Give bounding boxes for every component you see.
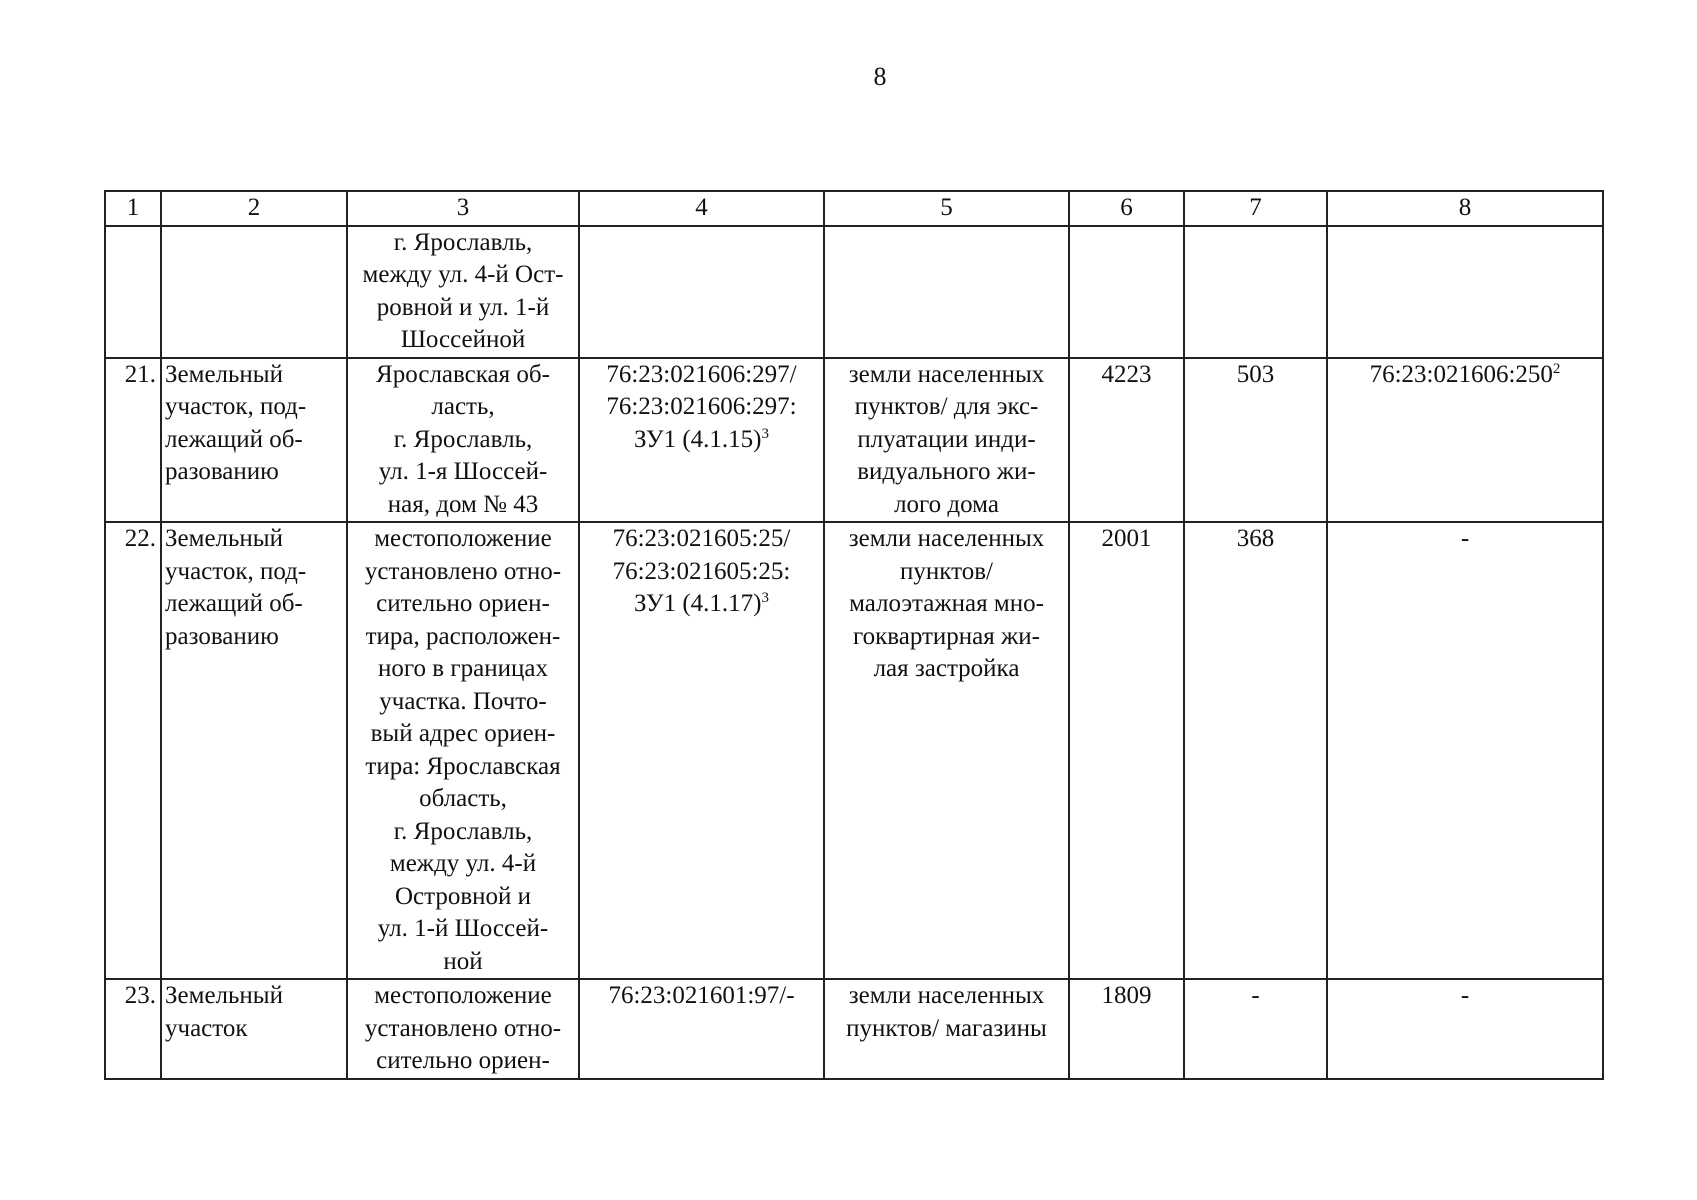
- address-line: ласть,: [431, 393, 495, 420]
- cell-col7: 368: [1184, 522, 1327, 979]
- cell-cadastral: [579, 358, 824, 523]
- category-line: гоквартирная жи-: [852, 622, 1041, 650]
- cell-col8: -: [1327, 979, 1603, 1079]
- type-line: разованию: [165, 458, 279, 485]
- type-line: разованию: [165, 622, 279, 650]
- column-header: 1: [105, 191, 161, 226]
- cell-address: [347, 226, 579, 358]
- address-line: участка. Почто-: [379, 687, 547, 715]
- address-line: ной: [443, 947, 483, 975]
- cadastral-line: 76:23:021605:25/: [612, 525, 791, 552]
- column-header: 6: [1069, 191, 1184, 226]
- type-line: Земельный: [165, 982, 283, 1009]
- cell-type: [161, 358, 347, 523]
- footnote-marker: 3: [761, 590, 769, 606]
- column-header: 5: [824, 191, 1069, 226]
- address-line: тира, расположен-: [365, 622, 561, 650]
- cell-type: [161, 522, 347, 979]
- cadastral-line: 76:23:021606:297:: [606, 393, 797, 420]
- address-line: между ул. 4-й: [389, 850, 537, 877]
- column-header: 3: [347, 191, 579, 226]
- address-line: г. Ярославль,: [393, 817, 533, 845]
- table-row-continuation: [105, 226, 1603, 358]
- table-row: [105, 358, 1603, 523]
- cadastral-line: 76:23:021601:97/-: [608, 982, 795, 1009]
- footnote-marker: 3: [761, 425, 769, 442]
- cell-type: [161, 979, 347, 1079]
- cadastral-line: [583, 588, 820, 621]
- cell-category: [824, 358, 1069, 523]
- cell-area: 4223: [1069, 358, 1184, 523]
- category-line: плуатации инди-: [857, 425, 1036, 453]
- cell-col8: -: [1327, 522, 1603, 979]
- address-line: установлено отно-: [364, 557, 562, 585]
- cell-cadastral: [579, 226, 824, 358]
- row-number: 22.: [105, 522, 161, 979]
- cell-category: [824, 226, 1069, 358]
- category-line: земли населенных: [848, 982, 1045, 1009]
- cell-cadastral: [579, 522, 824, 979]
- cell-type: [161, 226, 347, 358]
- category-line: земли населенных: [848, 525, 1045, 552]
- address-line: местоположение: [374, 982, 552, 1009]
- cell-cadastral: [579, 979, 824, 1079]
- type-line: участок, под-: [165, 393, 307, 420]
- type-line: Земельный: [165, 360, 283, 388]
- cadastral-line: [583, 424, 820, 457]
- cadastral-code: ЗУ1 (4.1.17): [633, 590, 762, 617]
- cell-area: 2001: [1069, 522, 1184, 979]
- address-line: ная, дом № 43: [387, 490, 539, 518]
- column-number-row: [105, 191, 1603, 226]
- cell-col8: [1327, 358, 1603, 523]
- address-line: вый адрес ориен-: [370, 720, 556, 747]
- cell-category: [824, 979, 1069, 1079]
- address-line: тира: Ярославская: [365, 752, 561, 780]
- address-line: г. Ярославль,: [393, 228, 533, 256]
- table-row: [105, 979, 1603, 1079]
- related-cadastral: 76:23:021606:250: [1369, 360, 1553, 388]
- cell-col7: 503: [1184, 358, 1327, 523]
- cell-address: [347, 358, 579, 523]
- category-line: лого дома: [894, 490, 999, 518]
- cell-area: 1809: [1069, 979, 1184, 1079]
- row-number: 21.: [105, 358, 161, 523]
- address-line: местоположение: [374, 525, 552, 552]
- row-number: 23.: [105, 979, 161, 1079]
- category-line: пунктов/: [900, 557, 993, 585]
- address-line: между ул. 4-й Ост-: [362, 261, 564, 288]
- address-line: установлено отно-: [364, 1014, 562, 1042]
- cell-col7: -: [1184, 979, 1327, 1079]
- address-line: г. Ярославль,: [393, 425, 533, 453]
- address-line: ного в границах: [378, 655, 548, 682]
- cadastral-code: ЗУ1 (4.1.15): [633, 425, 762, 453]
- type-line: лежащий об-: [165, 425, 303, 453]
- address-line: ровной и ул. 1-й: [376, 293, 550, 321]
- category-line: видуального жи-: [857, 458, 1036, 485]
- cell-address: [347, 979, 579, 1079]
- page-number: 8: [873, 62, 887, 91]
- category-line: малоэтажная мно-: [849, 590, 1044, 617]
- category-line: пунктов/ магазины: [846, 1014, 1047, 1042]
- address-line: сительно ориен-: [376, 590, 550, 617]
- type-line: Земельный: [165, 525, 283, 552]
- category-line: лая застройка: [873, 655, 1020, 682]
- column-header: 2: [161, 191, 347, 226]
- column-header: 7: [1184, 191, 1327, 226]
- column-header: 8: [1327, 191, 1603, 226]
- type-line: участок: [165, 1014, 248, 1042]
- cell-category: [824, 522, 1069, 979]
- footnote-marker: 2: [1552, 360, 1561, 377]
- land-plots-table: [104, 190, 1604, 1080]
- address-line: ул. 1-й Шоссей-: [377, 915, 549, 942]
- cell-col7: [1184, 226, 1327, 358]
- cell-area: [1069, 226, 1184, 358]
- type-line: участок, под-: [165, 557, 307, 585]
- address-line: Шоссейной: [400, 326, 526, 353]
- category-line: земли населенных: [848, 360, 1045, 388]
- table-row: [105, 522, 1603, 979]
- address-line: область,: [419, 785, 507, 812]
- type-line: лежащий об-: [165, 590, 303, 617]
- cell-address: [347, 522, 579, 979]
- cell-col8: [1327, 226, 1603, 358]
- address-line: ул. 1-я Шоссей-: [378, 458, 548, 485]
- cadastral-line: 76:23:021606:297/: [606, 360, 797, 388]
- category-line: пунктов/ для экс-: [854, 393, 1039, 420]
- address-line: сительно ориен-: [376, 1047, 550, 1074]
- cell-num: [105, 226, 161, 358]
- address-line: Островной и: [394, 882, 532, 910]
- column-header: 4: [579, 191, 824, 226]
- cadastral-line: 76:23:021605:25:: [612, 557, 791, 585]
- address-line: Ярославская об-: [376, 360, 550, 388]
